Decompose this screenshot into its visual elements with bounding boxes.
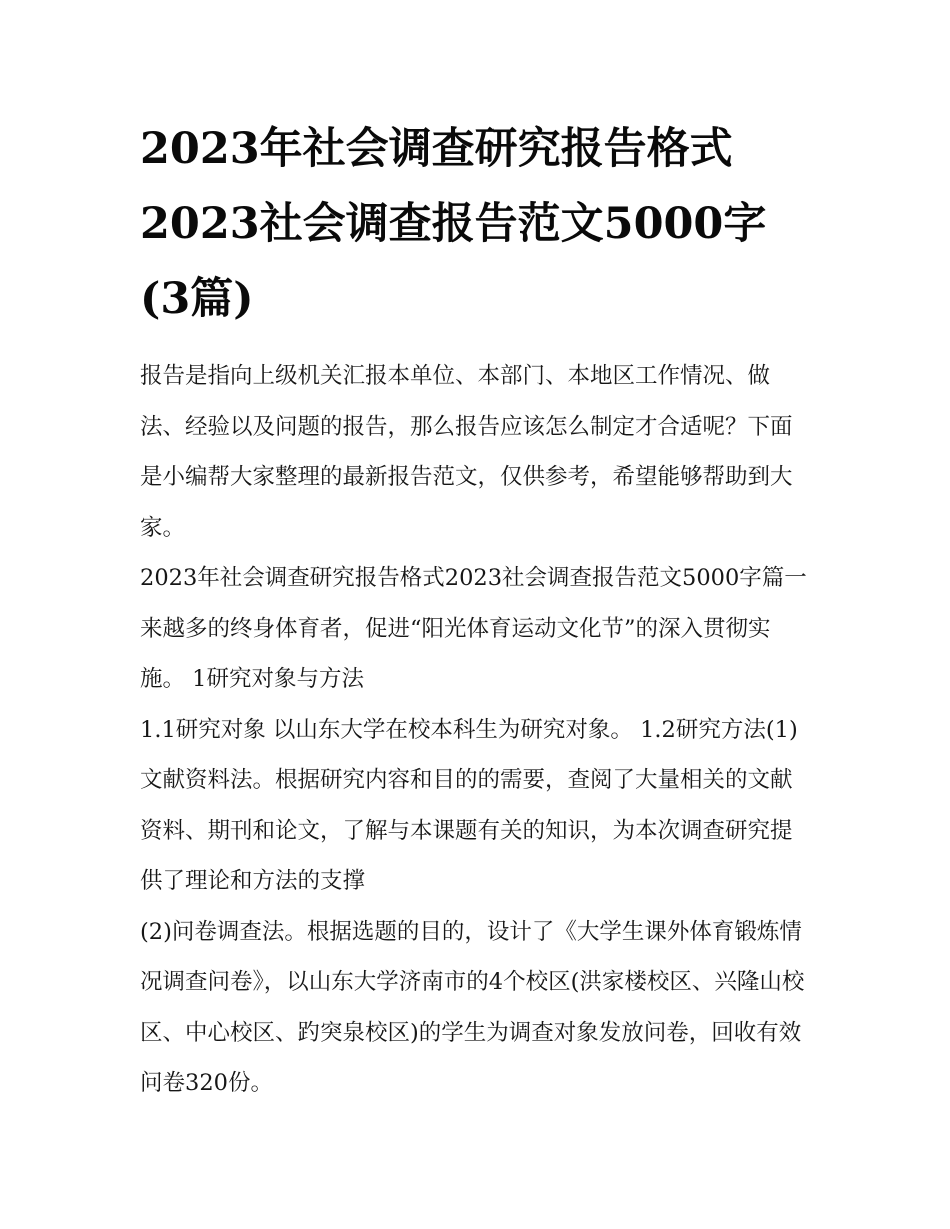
section-heading-paragraph: 2023年社会调查研究报告格式2023社会调查报告范文5000字篇一 来越多的终身体育者，促进“阳光体育运动文化节”的深入贯彻实施。 1研究对象与方法 [140,565,807,692]
questionnaire-paragraph: (2)问卷调查法。根据选题的目的，设计了《大学生课外体育锻炼情况调查问卷》，以山东大学济南市的4个校区(洪家楼校区、兴隆山校区、中心校区、趵突泉校区)的学生为调查对象发放问卷，回收有效问卷320份。 [140,918,805,1096]
intro-paragraph: 报告是指向上级机关汇报本单位、本部门、本地区工作情况、做法、经验以及问题的报告，那么报告应该怎么制定才合适呢？下面是小编帮大家整理的最新报告范文，仅供参考，希望能够帮助到大家。 [140,363,793,541]
document-body [140,112,812,1109]
research-object-paragraph: 1.1研究对象 以山东大学在校本科生为研究对象。 1.2研究方法(1)文献资料法。根据研究内容和目的的需要，查阅了大量相关的文献资料、期刊和论文，了解与本课题有关的知识，为本次调查研究提供了理论和方法的支撑 [140,716,798,894]
document-title: 2023年社会调查研究报告格式2023社会调查报告范文5000字(3篇) [140,124,767,324]
